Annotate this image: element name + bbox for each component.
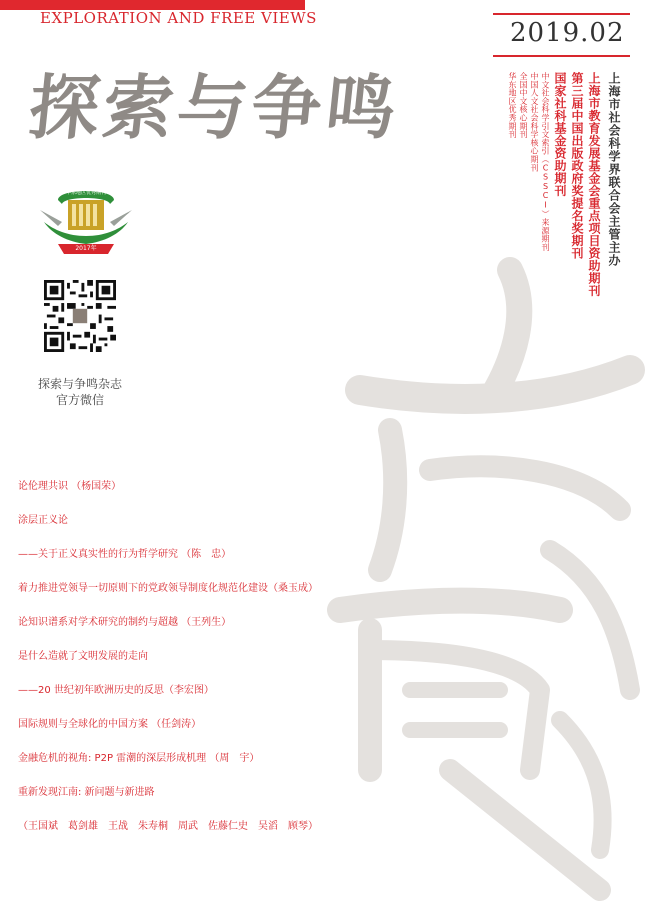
credit-core-humanities: 中国人文社会科学核心期刊 [530, 72, 539, 172]
english-title: EXPLORATION AND FREE VIEWS [40, 9, 317, 27]
toc-item[interactable]: （王国斌 葛剑雄 王战 朱寿桐 周武 佐藤仁史 吴滔 顾琴） [18, 821, 318, 832]
toc-item[interactable]: ——20 世纪初年欧洲历史的反思（李宏图） [18, 685, 214, 696]
credit-publishing-award: 第三届中国出版政府奖提名奖期刊 [570, 72, 584, 260]
toc-item[interactable]: 论知识谱系对学术研究的制约与超越 （王列生） [18, 617, 232, 628]
excellent-journal-badge-icon [38, 178, 134, 258]
badge-year: 2017年 [75, 245, 97, 252]
wechat-caption-line2: 官方微信 [55, 393, 104, 407]
toc-item[interactable]: 金融危机的视角: P2P 雷潮的深层形成机理 （周 宇） [18, 753, 260, 764]
badge-banner-text: 华东地区优秀期刊 [65, 190, 107, 196]
toc-item[interactable]: ——关于正义真实性的行为哲学研究 （陈 忠） [18, 549, 232, 560]
wechat-caption-line1: 探索与争鸣杂志 [37, 377, 122, 391]
credit-supervisor: 上海市社会科学界联合会主管主办 [607, 72, 621, 267]
issue-rule-bottom [493, 55, 630, 57]
chinese-title: 探索与争鸣 [25, 66, 404, 149]
toc-item[interactable]: 国际规则与全球化的中国方案 （任剑涛） [18, 719, 202, 730]
issue-number: 2019.02 [510, 18, 625, 48]
credit-social-science-fund: 国家社科基金资助期刊 [553, 72, 567, 197]
issue-rule-top [493, 13, 630, 15]
toc-item[interactable]: 着力推进党领导一切原则下的党政领导制度化规范化建设（桑玉成） [18, 583, 318, 594]
wechat-caption [20, 376, 140, 408]
credit-fund-project: 上海市教育发展基金会重点项目资助期刊 [587, 72, 601, 297]
toc-item[interactable]: 论伦理共识 （杨国荣） [18, 481, 122, 492]
table-of-contents [18, 478, 418, 852]
credit-east-china: 华东地区优秀期刊 [508, 72, 517, 139]
toc-item[interactable]: 重新发现江南: 新问题与新进路 [18, 787, 155, 798]
credit-cssci: 中文社会科学引文索引（CSSCI）来源期刊 [541, 72, 550, 252]
credit-core-chinese: 全国中文核心期刊 [519, 72, 528, 139]
toc-item[interactable]: 涂层正义论 [18, 515, 68, 526]
wechat-qr-code-icon[interactable] [44, 280, 116, 352]
toc-item[interactable]: 是什么造就了文明发展的走向 [18, 651, 148, 662]
